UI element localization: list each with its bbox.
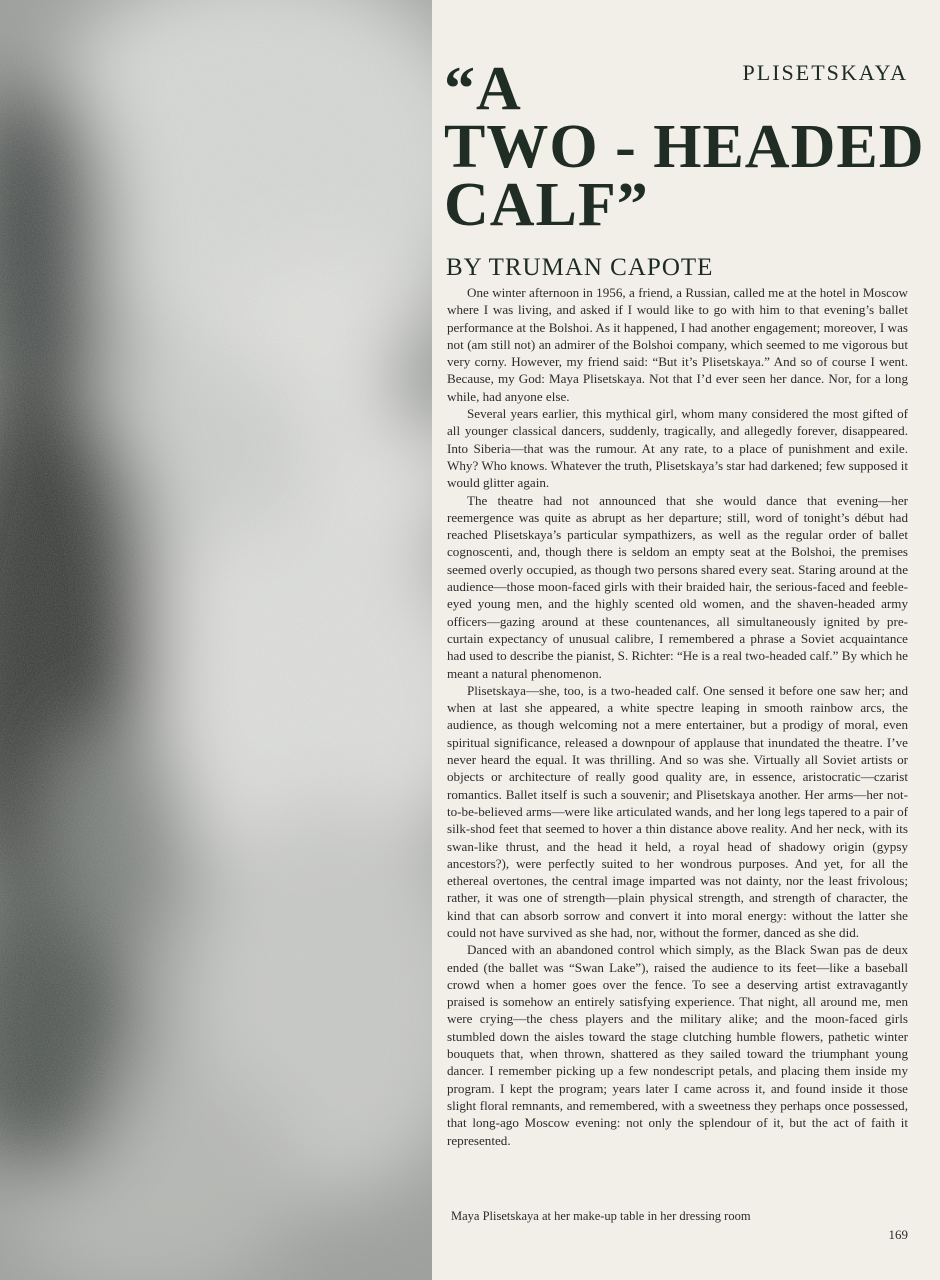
- article-column: [440, 0, 925, 1280]
- body-paragraph: Danced with an abandoned control which simply, as the Black Swan pas de deux ended (the ballet was “Swan Lake”), raised the audience to its feet—like a baseball crowd when a homer goes over the fence. To see a deserving artist extravagantly praised is somehow an entirely satisfying experience. That night, all around me, men were crying—the chess players and the military alike; and the moon-faced girls stumbled down the aisles toward the stage clutching humble flowers, pathetic winter bouquets that, when thrown, shattered as they sailed toward the triumphant young dancer. I remember picking up a few nondescript petals, and placing them inside my program. I kept the program; years later I came across it, and found inside it those slight floral remnants, and remembered, with a sweetness they perhaps once possessed, that long-ago Moscow evening: not only the splendour of it, but the act of faith it represented.: [447, 942, 908, 1148]
- photo-image: [0, 0, 432, 1280]
- body-paragraph: One winter afternoon in 1956, a friend, a Russian, called me at the hotel in Moscow where I was living, and asked if I would like to go with him to that evening’s ballet performance at the Bolshoi. As it happened, I had another engagement; moreover, I was not (am still not) an admirer of the Bolshoi company, which seemed to me vigorous but very corny. However, my friend said: “But it’s Plisetskaya.” And so of course I went. Because, my God: Maya Plisetskaya. Not that I’d ever seen her dance. Nor, for a long while, had anyone else.: [447, 285, 908, 404]
- portrait-photograph: [0, 0, 432, 1280]
- photo-caption: Maya Plisetskaya at her make-up table in her dressing room: [451, 1209, 751, 1223]
- body-paragraph: The theatre had not announced that she would dance that evening—her reemergence was quite as abrupt as her departure; still, word of tonight’s début had reached Plisetskaya’s particular sympathizers, as well as the regular order of ballet cognoscenti, and, though there is seldom an empty seat at the Bolshoi, the premises seemed overly occupied, as though two persons shared every seat. Staring around at the audience—those moon-faced girls with their braided hair, the serious-faced and feeble-eyed young men, and the highly scented old women, and the shaven-headed army officers—gazing around at these countenances, all simultaneously ignited by pre-curtain expectancy of unusual calibre, I remembered a phrase a Soviet acquaintance had used to describe the pianist, S. Richter: “He is a real two-headed calf.” By which he meant a natural phenomenon.: [447, 492, 908, 681]
- author-byline: BY TRUMAN CAPOTE: [446, 254, 714, 281]
- title-line: CALF”: [444, 171, 649, 239]
- title-line: TWO - HEADED: [444, 113, 925, 181]
- section-label: PLISETSKAYA: [742, 60, 908, 85]
- article-body: [447, 284, 908, 1149]
- body-paragraph: Several years earlier, this mythical girl, whom many considered the most gifted of all younger classical dancers, suddenly, tragically, and allegedly forever, disappeared. Into Siberia—that was the rumour. At any rate, to a place of punishment and exile. Why? Who knows. Whatever the truth, Plisetskaya’s star had darkened; few supposed it would glitter again.: [447, 406, 908, 491]
- page-number: 169: [888, 1227, 908, 1242]
- title-line: “A: [444, 55, 522, 123]
- body-paragraph: Plisetskaya—she, too, is a two-headed calf. One sensed it before one saw her; and when at last she appeared, a white spectre leaping in smooth rainbow arcs, the audience, as though welcoming not a mere entertainer, but a prodigy of moral, even spiritual significance, released a downpour of applause that inundated the theatre. I’ve never heard the equal. It was thrilling. And so was she. Virtually all Soviet artists or objects or architecture of really good quality are, in essence, aristocratic—czarist romantics. Ballet itself is such a souvenir; and Plisetskaya another. Her arms—her not-to-be-believed arms—were like articulated wands, and her long legs tapered to a pair of silk-shod feet that seemed to hover a thin distance above reality. And her neck, with its swan-like thrust, and the head it held, a royal head of shadowy origin (gypsy ancestors?), were perfectly suited to her wondrous purposes. And yet, for all the ethereal overtones, the central image imparted was not dainty, nor the least frivolous; rather, it was one of strength—plain physical strength, and strength of character, the kind that can absorb sorrow and convert it into moral energy: without the latter she could not have survived as she had, nor, without the former, danced as she did.: [447, 682, 908, 940]
- article-title: [444, 55, 925, 239]
